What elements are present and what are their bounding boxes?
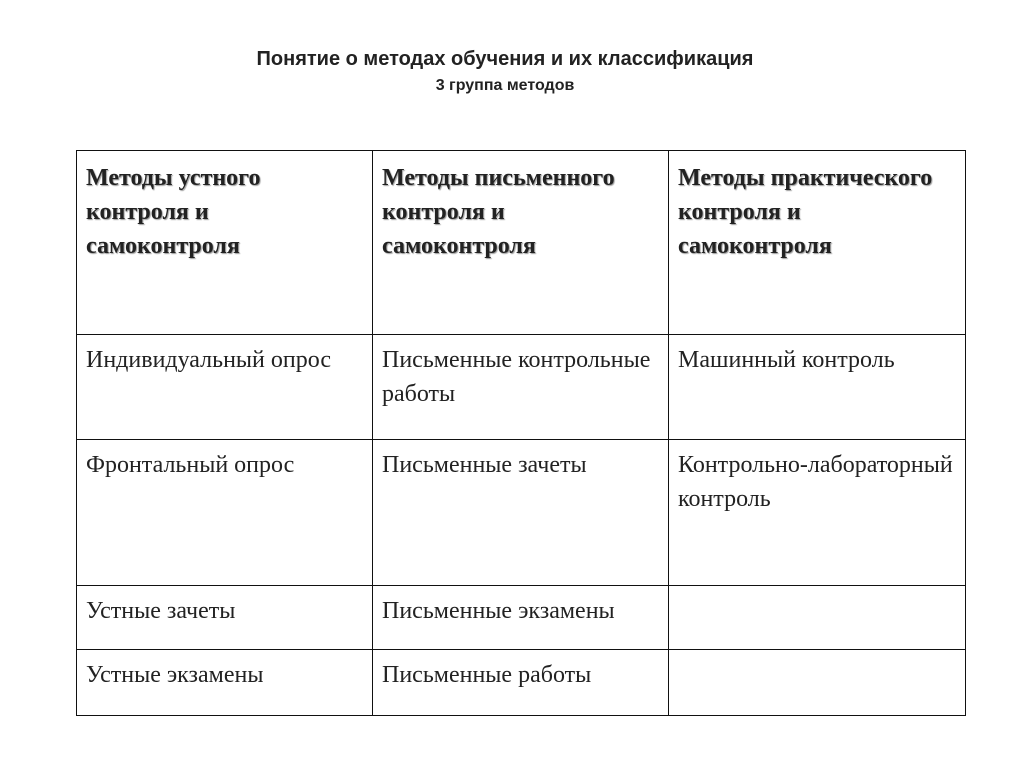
table-cell: Письменные контрольные работы	[373, 335, 669, 440]
table-cell: Индивидуальный опрос	[77, 335, 373, 440]
table-row	[77, 335, 966, 440]
table-cell: Устные экзамены	[77, 650, 373, 716]
table-cell	[669, 650, 966, 716]
table-header-row	[77, 151, 966, 335]
table-cell: Письменные экзамены	[373, 586, 669, 650]
table-cell: Письменные работы	[373, 650, 669, 716]
table-cell: Письменные зачеты	[373, 440, 669, 586]
page-subtitle: 3 группа методов	[435, 77, 575, 94]
table-cell: Фронтальный опрос	[77, 440, 373, 586]
table-cell	[669, 586, 966, 650]
table-row	[77, 586, 966, 650]
table-cell: Устные зачеты	[77, 586, 373, 650]
table-cell: Контрольно-лабораторный контроль	[669, 440, 966, 586]
table-cell: Машинный контроль	[669, 335, 966, 440]
column-header-practical: Методы практического контроля и самоконтроля	[669, 151, 966, 335]
methods-table	[76, 150, 966, 716]
table-row	[77, 650, 966, 716]
column-header-written: Методы письменного контроля и самоконтроля	[373, 151, 669, 335]
column-header-oral: Методы устного контроля и самоконтроля	[77, 151, 373, 335]
table-row	[77, 440, 966, 586]
page-title: Понятие о методах обучения и их классификация	[256, 48, 754, 70]
